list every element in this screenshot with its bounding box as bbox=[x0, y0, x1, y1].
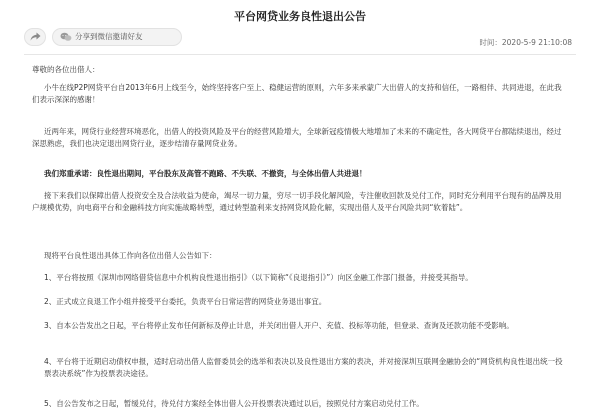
paragraph-plan: 接下来我们以保障出借人投资安全及合法收益为使命，竭尽一切力量，穷尽一切手段化解风险，专注催收回款及兑付工作，同时充分利用平台现有的品牌及用户规模优势，向电商平台和金融科技方向实施战略转型，通过转型盈利来支持网贷风险化解，实现出借人及平台风险共同“软着陆”。 bbox=[32, 191, 562, 212]
list-item-1: 1、平台将按照《深圳市网络借贷信息中介机构良性退出指引》（以下简称“《良退指引》”）向区金融工作部门报备，并接受其指导。 bbox=[44, 273, 473, 282]
publish-time: 时间：2020-5-9 21:10:08 bbox=[479, 38, 572, 47]
list-item-2: 2、正式成立良退工作小组并接受平台委托，负责平台日常运营的网贷业务退出事宜。 bbox=[44, 297, 327, 306]
list-item-3: 3、自本公告发出之日起，平台将停止发布任何新标及停止计息，并关闭出借人开户、充值、投标等功能，但登录、查询及还款功能不受影响。 bbox=[44, 321, 514, 330]
wechat-icon bbox=[60, 32, 72, 42]
paragraph-intro: 小牛在线P2P网贷平台自2013年6月上线至今，始终坚持客户至上、稳健运营的原则，六年多来承蒙广大出借人的支持和信任，一路相伴、共同进退，在此我们表示深深的感谢！ bbox=[32, 83, 562, 104]
share-button[interactable] bbox=[24, 28, 46, 46]
paragraph-announce: 现将平台良性退出具体工作向各位出借人公告如下： bbox=[44, 251, 217, 260]
page-title: 平台网贷业务良性退出公告 bbox=[234, 10, 366, 23]
greeting: 尊敬的各位出借人： bbox=[32, 65, 100, 74]
paragraph-commitment: 我们郑重承诺：良性退出期间，平台股东及高管不跑路、不失联、不撤资，与全体出借人共进退！ bbox=[44, 169, 367, 178]
paragraph-industry: 近两年来，网贷行业经营环境恶化，出借人的投资风险及平台的经营风险增大，全球新冠疫情极大地增加了未来的不确定性，各大网贷平台都陆续退出，经过深思熟虑，我们也决定退出网贷行业，逐步结清存量网贷业务。 bbox=[32, 127, 562, 148]
list-item-4: 4、平台将于近期启动债权申报，适时启动出借人监督委员会的选举和表决以及良性退出方案的表决，并对接深圳互联网金融协会的“网贷机构良性退出统一投票表决系统”作为投票表决途径。 bbox=[44, 357, 563, 378]
divider bbox=[24, 54, 576, 55]
share-to-wechat-button[interactable] bbox=[52, 28, 182, 46]
share-arrow-icon bbox=[30, 32, 41, 42]
share-label: 分享到微信邀请好友 bbox=[75, 32, 143, 41]
list-item-5: 5、自公告发布之日起，暂缓兑付，待兑付方案经全体出借人公开投票表决通过以后，按照兑付方案启动兑付工作。 bbox=[44, 399, 424, 408]
